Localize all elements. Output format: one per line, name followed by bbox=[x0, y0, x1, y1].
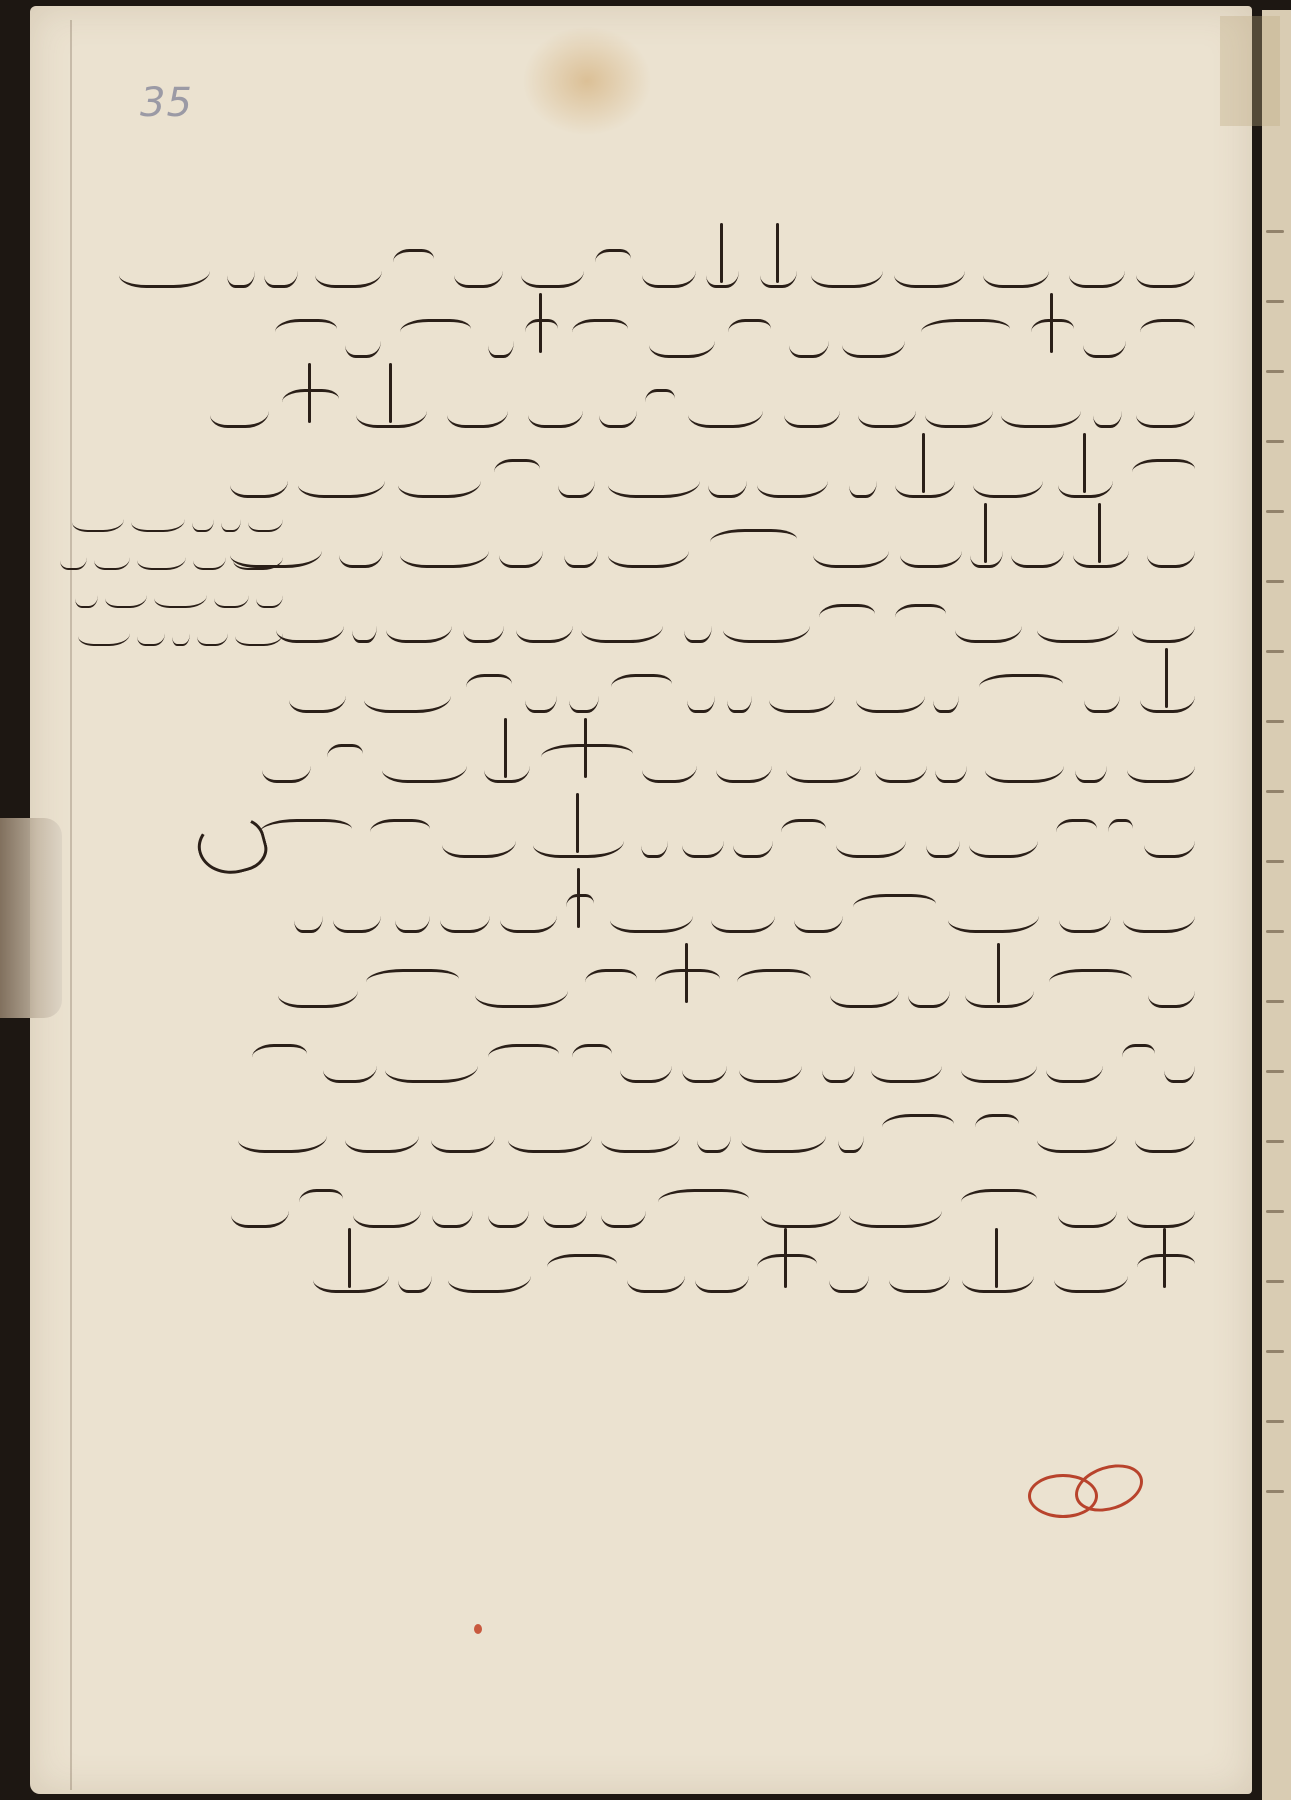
ink-word-stroke bbox=[105, 576, 147, 608]
ink-ascender bbox=[389, 363, 392, 423]
handwritten-line bbox=[265, 670, 1195, 710]
ink-word-stroke bbox=[154, 576, 207, 608]
ink-ascender bbox=[1098, 503, 1101, 563]
ink-ascender bbox=[577, 868, 580, 928]
ink-word-stroke bbox=[599, 385, 637, 428]
marginal-note-line bbox=[63, 538, 283, 568]
bleed-through-mark bbox=[1266, 1140, 1284, 1143]
ink-word-stroke bbox=[961, 1189, 1037, 1222]
bleed-through-mark bbox=[1266, 1210, 1284, 1213]
ink-word-stroke bbox=[231, 1185, 289, 1228]
ink-word-stroke bbox=[1136, 245, 1195, 288]
handwritten-line bbox=[270, 1040, 1195, 1080]
ink-word-stroke bbox=[921, 319, 1010, 352]
ink-ascender bbox=[995, 1228, 998, 1288]
ink-word-stroke bbox=[233, 538, 283, 570]
ink-word-stroke bbox=[716, 740, 772, 783]
ink-word-stroke bbox=[78, 614, 130, 646]
ink-word-stroke bbox=[137, 538, 186, 570]
ink-word-stroke bbox=[727, 670, 752, 713]
ink-word-stroke bbox=[463, 600, 504, 643]
bleed-through-mark bbox=[1266, 510, 1284, 513]
ink-word-stroke bbox=[172, 614, 190, 646]
ink-word-stroke bbox=[276, 600, 344, 643]
ink-word-stroke bbox=[333, 890, 381, 933]
marginal-note-line bbox=[63, 576, 283, 606]
bleed-through-mark bbox=[1266, 1350, 1284, 1353]
ink-word-stroke bbox=[875, 740, 927, 783]
ink-word-stroke bbox=[853, 894, 936, 927]
ink-word-stroke bbox=[955, 600, 1022, 643]
ink-word-stroke bbox=[400, 319, 471, 352]
ink-word-stroke bbox=[658, 1189, 749, 1222]
ink-word-stroke bbox=[230, 455, 288, 498]
ink-word-stroke bbox=[516, 600, 573, 643]
bleed-through-mark bbox=[1266, 440, 1284, 443]
ink-word-stroke bbox=[1132, 459, 1195, 492]
bleed-through-mark bbox=[1266, 370, 1284, 373]
ink-word-stroke bbox=[819, 604, 875, 637]
ink-word-stroke bbox=[447, 385, 508, 428]
ink-word-stroke bbox=[649, 315, 715, 358]
ink-word-stroke bbox=[521, 245, 584, 288]
ink-word-stroke bbox=[708, 455, 747, 498]
ink-word-stroke bbox=[836, 815, 906, 858]
ink-word-stroke bbox=[682, 1040, 727, 1083]
ink-word-stroke bbox=[275, 319, 337, 352]
ink-word-stroke bbox=[543, 1185, 587, 1228]
ink-word-stroke bbox=[757, 1254, 817, 1287]
ink-word-stroke bbox=[494, 459, 540, 492]
ink-word-stroke bbox=[448, 1250, 531, 1293]
ink-word-stroke bbox=[925, 385, 993, 428]
ink-word-stroke bbox=[488, 315, 514, 358]
ink-word-stroke bbox=[298, 455, 385, 498]
ink-word-stroke bbox=[1140, 319, 1195, 352]
marginal-note bbox=[58, 500, 283, 660]
ink-word-stroke bbox=[895, 455, 955, 498]
ink-word-stroke bbox=[900, 525, 962, 568]
ink-word-stroke bbox=[601, 1185, 646, 1228]
ink-ascender bbox=[348, 1228, 351, 1288]
ink-word-stroke bbox=[822, 1040, 855, 1083]
ink-word-stroke bbox=[94, 538, 130, 570]
ink-word-stroke bbox=[711, 890, 775, 933]
ink-word-stroke bbox=[733, 815, 773, 858]
ink-word-stroke bbox=[610, 890, 693, 933]
ink-word-stroke bbox=[131, 500, 185, 532]
bleed-through-mark bbox=[1266, 650, 1284, 653]
ink-word-stroke bbox=[262, 740, 311, 783]
ink-ascender bbox=[1165, 648, 1168, 708]
ink-ascender bbox=[984, 503, 987, 563]
ink-word-stroke bbox=[642, 245, 696, 288]
ink-ascender bbox=[1083, 433, 1086, 493]
ink-word-stroke bbox=[1108, 819, 1133, 852]
ink-word-stroke bbox=[289, 670, 346, 713]
ink-word-stroke bbox=[935, 740, 967, 783]
ink-word-stroke bbox=[1001, 385, 1081, 428]
ink-word-stroke bbox=[784, 385, 840, 428]
bleed-through-mark bbox=[1266, 1000, 1284, 1003]
ink-word-stroke bbox=[858, 385, 916, 428]
ink-word-stroke bbox=[1084, 670, 1120, 713]
handwritten-line bbox=[270, 890, 1195, 930]
ink-word-stroke bbox=[620, 1040, 672, 1083]
ink-word-stroke bbox=[842, 315, 905, 358]
ink-word-stroke bbox=[1093, 385, 1122, 428]
bleed-through-mark bbox=[1266, 230, 1284, 233]
red-catchword-flourish bbox=[1028, 1462, 1178, 1522]
ink-word-stroke bbox=[737, 969, 811, 1002]
ink-word-stroke bbox=[786, 740, 861, 783]
ink-word-stroke bbox=[687, 670, 715, 713]
ink-word-stroke bbox=[838, 1110, 864, 1153]
ink-word-stroke bbox=[1083, 315, 1126, 358]
ink-word-stroke bbox=[484, 740, 530, 783]
ink-word-stroke bbox=[345, 315, 381, 358]
ink-word-stroke bbox=[345, 1110, 419, 1153]
ink-word-stroke bbox=[789, 315, 829, 358]
bleed-through-mark bbox=[1266, 1490, 1284, 1493]
handwritten-line bbox=[245, 385, 1195, 425]
ink-word-stroke bbox=[1059, 890, 1111, 933]
ink-word-stroke bbox=[353, 1185, 421, 1228]
ink-word-stroke bbox=[260, 819, 352, 852]
bleed-through-mark bbox=[1266, 720, 1284, 723]
ink-word-stroke bbox=[1073, 525, 1129, 568]
ink-word-stroke bbox=[508, 1110, 592, 1153]
binding-tab bbox=[0, 818, 62, 1018]
ink-word-stroke bbox=[221, 500, 241, 532]
ink-word-stroke bbox=[608, 455, 700, 498]
ink-ascender bbox=[997, 943, 1000, 1003]
ink-word-stroke bbox=[1144, 815, 1195, 858]
ink-word-stroke bbox=[500, 890, 557, 933]
ink-word-stroke bbox=[741, 1110, 826, 1153]
ink-word-stroke bbox=[252, 1044, 307, 1077]
ink-word-stroke bbox=[558, 455, 595, 498]
ink-word-stroke bbox=[442, 815, 516, 858]
ink-word-stroke bbox=[294, 890, 323, 933]
ink-word-stroke bbox=[299, 1189, 343, 1222]
marginal-note-line bbox=[78, 614, 283, 644]
ink-word-stroke bbox=[585, 969, 637, 1002]
ink-ascender bbox=[539, 293, 542, 353]
handwritten-line bbox=[280, 815, 1195, 855]
ink-word-stroke bbox=[432, 1185, 473, 1228]
ink-word-stroke bbox=[1164, 1040, 1195, 1083]
ink-word-stroke bbox=[688, 385, 763, 428]
ink-word-stroke bbox=[1056, 819, 1097, 852]
ink-word-stroke bbox=[192, 500, 214, 532]
gutter-line bbox=[70, 20, 72, 1790]
ink-word-stroke bbox=[871, 1040, 942, 1083]
ink-word-stroke bbox=[238, 1110, 327, 1153]
ink-word-stroke bbox=[1037, 1110, 1117, 1153]
ink-word-stroke bbox=[895, 604, 946, 637]
ink-word-stroke bbox=[327, 744, 363, 777]
ink-word-stroke bbox=[889, 1250, 950, 1293]
ink-word-stroke bbox=[728, 319, 771, 352]
ink-word-stroke bbox=[339, 525, 383, 568]
ink-word-stroke bbox=[856, 670, 925, 713]
ink-ascender bbox=[784, 1228, 787, 1288]
ink-word-stroke bbox=[488, 1044, 559, 1077]
ink-word-stroke bbox=[547, 1254, 617, 1287]
ink-word-stroke bbox=[1037, 600, 1119, 643]
ink-ascender bbox=[576, 793, 579, 853]
ink-word-stroke bbox=[400, 525, 489, 568]
ink-word-stroke bbox=[645, 389, 675, 422]
ink-word-stroke bbox=[811, 245, 883, 288]
ink-word-stroke bbox=[849, 1185, 942, 1228]
ink-word-stroke bbox=[323, 1040, 377, 1083]
bleed-through-mark bbox=[1266, 580, 1284, 583]
ink-ascender bbox=[308, 363, 311, 423]
ink-ascender bbox=[685, 943, 688, 1003]
ink-word-stroke bbox=[566, 894, 594, 927]
handwritten-line bbox=[285, 1110, 1195, 1150]
ink-word-stroke bbox=[627, 1250, 685, 1293]
red-ink-spot bbox=[474, 1624, 482, 1634]
ink-word-stroke bbox=[214, 576, 249, 608]
ink-word-stroke bbox=[382, 740, 467, 783]
ink-word-stroke bbox=[608, 525, 689, 568]
handwritten-line bbox=[250, 740, 1195, 780]
handwritten-text-block bbox=[95, 205, 1195, 1565]
ink-word-stroke bbox=[813, 525, 889, 568]
bleed-through-mark bbox=[1266, 930, 1284, 933]
ink-word-stroke bbox=[1123, 890, 1195, 933]
ink-word-stroke bbox=[682, 815, 724, 858]
ink-word-stroke bbox=[385, 1040, 478, 1083]
ink-word-stroke bbox=[894, 245, 965, 288]
ink-word-stroke bbox=[829, 1250, 869, 1293]
ink-word-stroke bbox=[197, 614, 228, 646]
ink-word-stroke bbox=[695, 1250, 749, 1293]
bleed-through-mark bbox=[1266, 790, 1284, 793]
ink-word-stroke bbox=[697, 1110, 731, 1153]
ink-word-stroke bbox=[642, 740, 697, 783]
bleed-through-mark bbox=[1266, 860, 1284, 863]
ink-word-stroke bbox=[723, 600, 810, 643]
ink-word-stroke bbox=[926, 815, 960, 858]
ink-word-stroke bbox=[569, 670, 599, 713]
ink-word-stroke bbox=[830, 965, 899, 1008]
ink-word-stroke bbox=[264, 245, 298, 288]
ink-word-stroke bbox=[352, 600, 377, 643]
corner-discoloration bbox=[1220, 16, 1280, 126]
ink-word-stroke bbox=[564, 525, 598, 568]
ink-word-stroke bbox=[601, 1110, 680, 1153]
handwritten-line bbox=[265, 1185, 1195, 1225]
ink-ascender bbox=[504, 718, 507, 778]
ink-word-stroke bbox=[1148, 965, 1195, 1008]
ink-word-stroke bbox=[979, 674, 1063, 707]
bleed-through-mark bbox=[1266, 1280, 1284, 1283]
ink-word-stroke bbox=[75, 576, 98, 608]
ink-word-stroke bbox=[1132, 600, 1195, 643]
ink-word-stroke bbox=[794, 890, 843, 933]
ink-word-stroke bbox=[1136, 385, 1195, 428]
ink-word-stroke bbox=[1011, 525, 1064, 568]
ink-word-stroke bbox=[227, 245, 255, 288]
ink-word-stroke bbox=[256, 576, 283, 608]
ink-word-stroke bbox=[1135, 1110, 1195, 1153]
ink-word-stroke bbox=[1127, 740, 1195, 783]
ink-word-stroke bbox=[235, 614, 283, 646]
ink-word-stroke bbox=[395, 890, 430, 933]
ink-word-stroke bbox=[961, 1040, 1037, 1083]
ink-word-stroke bbox=[364, 670, 451, 713]
ink-word-stroke bbox=[386, 600, 452, 643]
bleed-through-mark bbox=[1266, 1420, 1284, 1423]
ink-word-stroke bbox=[1137, 1254, 1195, 1287]
ink-word-stroke bbox=[969, 815, 1038, 858]
ink-word-stroke bbox=[210, 385, 269, 428]
ink-word-stroke bbox=[398, 455, 481, 498]
ink-word-stroke bbox=[1147, 525, 1195, 568]
ink-word-stroke bbox=[313, 1250, 389, 1293]
ink-word-stroke bbox=[710, 529, 797, 562]
ink-word-stroke bbox=[1054, 1250, 1128, 1293]
ink-word-stroke bbox=[572, 1044, 612, 1077]
ink-word-stroke bbox=[595, 249, 631, 282]
ink-word-stroke bbox=[370, 819, 430, 852]
ink-word-stroke bbox=[739, 1040, 802, 1083]
ink-word-stroke bbox=[137, 614, 165, 646]
water-stain bbox=[522, 26, 652, 136]
folio-number: 35 bbox=[140, 80, 193, 126]
ink-word-stroke bbox=[757, 455, 828, 498]
ink-word-stroke bbox=[684, 600, 712, 643]
ink-word-stroke bbox=[948, 890, 1039, 933]
ink-word-stroke bbox=[1049, 969, 1132, 1002]
ink-word-stroke bbox=[641, 815, 668, 858]
ink-word-stroke bbox=[1075, 740, 1107, 783]
adjacent-page-edge bbox=[1262, 10, 1291, 1800]
ink-word-stroke bbox=[611, 674, 672, 707]
ink-word-stroke bbox=[581, 600, 663, 643]
ink-word-stroke bbox=[248, 500, 283, 532]
handwritten-line bbox=[250, 455, 1195, 495]
ink-word-stroke bbox=[466, 674, 512, 707]
ink-word-stroke bbox=[1122, 1044, 1155, 1077]
ink-word-stroke bbox=[849, 455, 877, 498]
ink-word-stroke bbox=[1046, 1040, 1103, 1083]
marginal-note-line bbox=[63, 500, 283, 530]
ink-word-stroke bbox=[528, 385, 583, 428]
ink-word-stroke bbox=[975, 1114, 1019, 1147]
ink-word-stroke bbox=[525, 670, 557, 713]
ink-ascender bbox=[1050, 293, 1053, 353]
ink-word-stroke bbox=[393, 249, 434, 282]
ink-word-stroke bbox=[769, 670, 835, 713]
ink-word-stroke bbox=[193, 538, 226, 570]
ink-word-stroke bbox=[499, 525, 543, 568]
ink-word-stroke bbox=[973, 455, 1043, 498]
ink-word-stroke bbox=[119, 245, 210, 288]
ink-word-stroke bbox=[398, 1250, 432, 1293]
ink-word-stroke bbox=[475, 965, 568, 1008]
ink-word-stroke bbox=[1058, 1185, 1117, 1228]
ink-word-stroke bbox=[440, 890, 490, 933]
ink-word-stroke bbox=[488, 1185, 529, 1228]
ink-word-stroke bbox=[60, 538, 87, 570]
ink-word-stroke bbox=[72, 500, 124, 532]
handwritten-line bbox=[285, 600, 1195, 640]
ink-ascender bbox=[584, 718, 587, 778]
ink-word-stroke bbox=[985, 740, 1064, 783]
ink-word-stroke bbox=[882, 1114, 954, 1147]
ink-word-stroke bbox=[933, 670, 959, 713]
ink-word-stroke bbox=[1069, 245, 1125, 288]
ink-word-stroke bbox=[983, 245, 1049, 288]
ink-word-stroke bbox=[781, 819, 826, 852]
ink-word-stroke bbox=[431, 1110, 495, 1153]
ink-word-stroke bbox=[908, 965, 950, 1008]
bleed-through-mark bbox=[1266, 300, 1284, 303]
handwritten-line bbox=[95, 245, 1195, 285]
ink-word-stroke bbox=[572, 319, 628, 352]
ink-word-stroke bbox=[454, 245, 503, 288]
ink-word-stroke bbox=[1127, 1185, 1195, 1228]
ink-word-stroke bbox=[962, 1250, 1034, 1293]
ink-word-stroke bbox=[541, 744, 633, 777]
ink-word-stroke bbox=[278, 965, 358, 1008]
handwritten-line bbox=[245, 315, 1195, 355]
ink-ascender bbox=[922, 433, 925, 493]
handwritten-line bbox=[265, 965, 1195, 1005]
ink-word-stroke bbox=[366, 969, 459, 1002]
ink-word-stroke bbox=[761, 1185, 841, 1228]
handwritten-line bbox=[315, 1250, 1195, 1290]
handwritten-line bbox=[270, 525, 1195, 565]
ink-ascender bbox=[776, 223, 779, 283]
bleed-through-mark bbox=[1266, 1070, 1284, 1073]
ink-word-stroke bbox=[315, 245, 382, 288]
ink-ascender bbox=[1163, 1228, 1166, 1288]
ink-ascender bbox=[720, 223, 723, 283]
